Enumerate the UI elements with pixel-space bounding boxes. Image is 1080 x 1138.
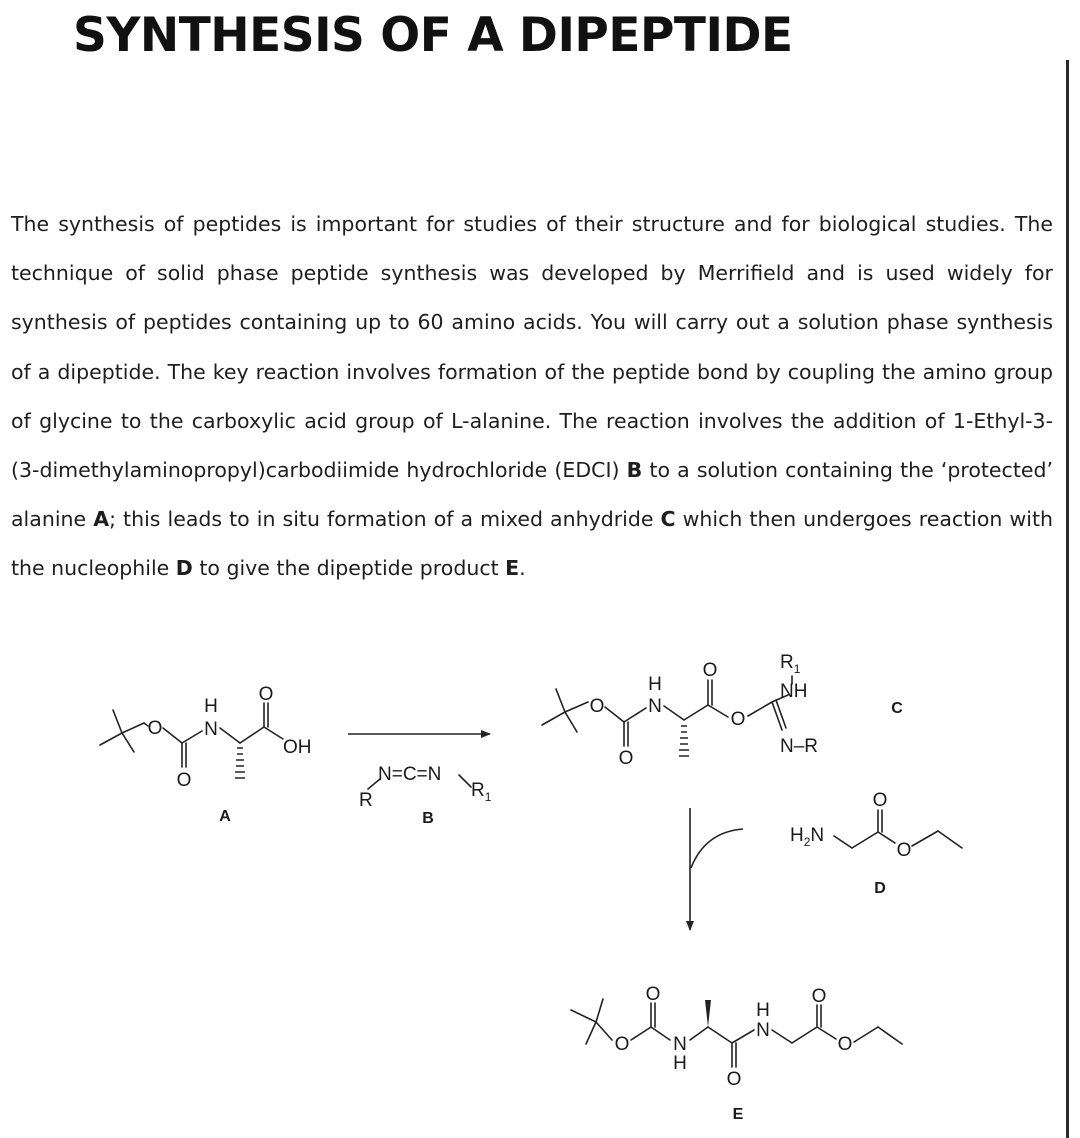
compound-e-atom-n1: N bbox=[673, 1034, 687, 1055]
compound-c-structure bbox=[542, 676, 792, 746]
compound-e-atom-o-amide: O bbox=[726, 1069, 742, 1090]
intro-ref-a: A bbox=[93, 507, 110, 532]
compound-e-label: E bbox=[732, 1106, 744, 1123]
compound-e-atom-h2: H bbox=[756, 1000, 770, 1021]
reaction-scheme bbox=[0, 600, 1066, 1138]
compound-a-atom-o-carbonyl: O bbox=[176, 770, 192, 791]
page-edge-rule bbox=[1066, 60, 1069, 1138]
compound-d-atom-h2n: $H_2N$ bbox=[790, 825, 825, 849]
compound-e-atom-o-ester-carbonyl: O bbox=[811, 986, 827, 1007]
intro-text-0: The synthesis of peptides is important for studies of their structure and for biological studies. The technique of solid phase peptide synthesis was developed by Merrifield and is used widely for synthesis of peptides containing up to 60 amino acids. You will carry out a solution phase synthesis of a dipeptide. The key reaction involves formation of the peptide bond by coupling the amino group of glycine to the carboxylic acid group of L-alanine. The reaction involves the addition of 1-Ethyl-3-(3-dimethylaminopropyl)carbodiimide hydrochloride (EDCI) bbox=[11, 212, 1053, 483]
intro-text-8: to give the dipeptide product bbox=[192, 556, 506, 581]
intro-ref-d: D bbox=[175, 556, 193, 581]
compound-c-methyl-hash bbox=[679, 726, 689, 756]
compound-c-atom-o-carbonyl: O bbox=[618, 748, 634, 769]
compound-e-atom-o-carbonyl: O bbox=[645, 984, 661, 1005]
intro-paragraph bbox=[11, 200, 1053, 594]
compound-b-label: B bbox=[422, 810, 434, 827]
compound-a-structure bbox=[100, 703, 283, 767]
compound-e-atom-o-ether: O bbox=[614, 1034, 630, 1055]
compound-c-atom-r1: $R_1$ bbox=[780, 652, 801, 676]
compound-b-atom-r1: $R_1$ bbox=[471, 780, 492, 804]
intro-ref-c: C bbox=[660, 507, 676, 532]
compound-c-atom-n: N bbox=[648, 696, 662, 717]
compound-e-methyl-wedge bbox=[705, 1000, 711, 1027]
compound-a-atom-h: H bbox=[204, 696, 218, 717]
compound-d-label: D bbox=[874, 880, 886, 897]
compound-c-atom-nr: N–R bbox=[780, 736, 819, 757]
compound-a-label: A bbox=[219, 808, 231, 825]
intro-text-4: ; this leads to in situ formation of a mixed anhydride bbox=[109, 507, 661, 532]
intro-text-10: . bbox=[519, 556, 526, 581]
compound-c-atom-o-acyl: O bbox=[702, 660, 718, 681]
compound-e-atom-o-ester: O bbox=[837, 1034, 853, 1055]
compound-d-atom-o-carbonyl: O bbox=[872, 790, 888, 811]
compound-e-atom-n2: N bbox=[756, 1020, 770, 1041]
compound-c-atom-nh: NH bbox=[780, 681, 808, 702]
compound-b-core: N=C=N bbox=[378, 764, 442, 785]
intro-ref-e: E bbox=[505, 556, 520, 581]
compound-a-atom-n: N bbox=[204, 719, 218, 740]
compound-c-atom-h: H bbox=[648, 674, 662, 695]
compound-a-atom-o-ether: O bbox=[147, 718, 163, 739]
page-title: SYNTHESIS OF A DIPEPTIDE bbox=[73, 8, 793, 63]
compound-c-atom-o-link: O bbox=[730, 709, 746, 730]
intro-text-6: which then undergoes reaction with the nucleophile bbox=[11, 507, 1053, 581]
compound-c-atom-o-ether: O bbox=[589, 696, 605, 717]
compound-e-atom-h1: H bbox=[673, 1053, 687, 1074]
compound-a-atom-oh: OH bbox=[283, 737, 312, 758]
intro-ref-b: B bbox=[626, 458, 643, 483]
intro-text-2: to a solution containing the ‘protected’ alanine bbox=[11, 458, 1053, 532]
compound-a-methyl-hash bbox=[235, 748, 245, 778]
compound-e-structure bbox=[571, 999, 902, 1067]
compound-d-atom-o-ester: O bbox=[896, 840, 912, 861]
compound-a-atom-o-acid: O bbox=[258, 684, 274, 705]
compound-b-atom-r: R bbox=[359, 790, 373, 811]
compound-c-label: C bbox=[891, 700, 903, 717]
reagent-d-curved-arrow bbox=[691, 829, 743, 868]
